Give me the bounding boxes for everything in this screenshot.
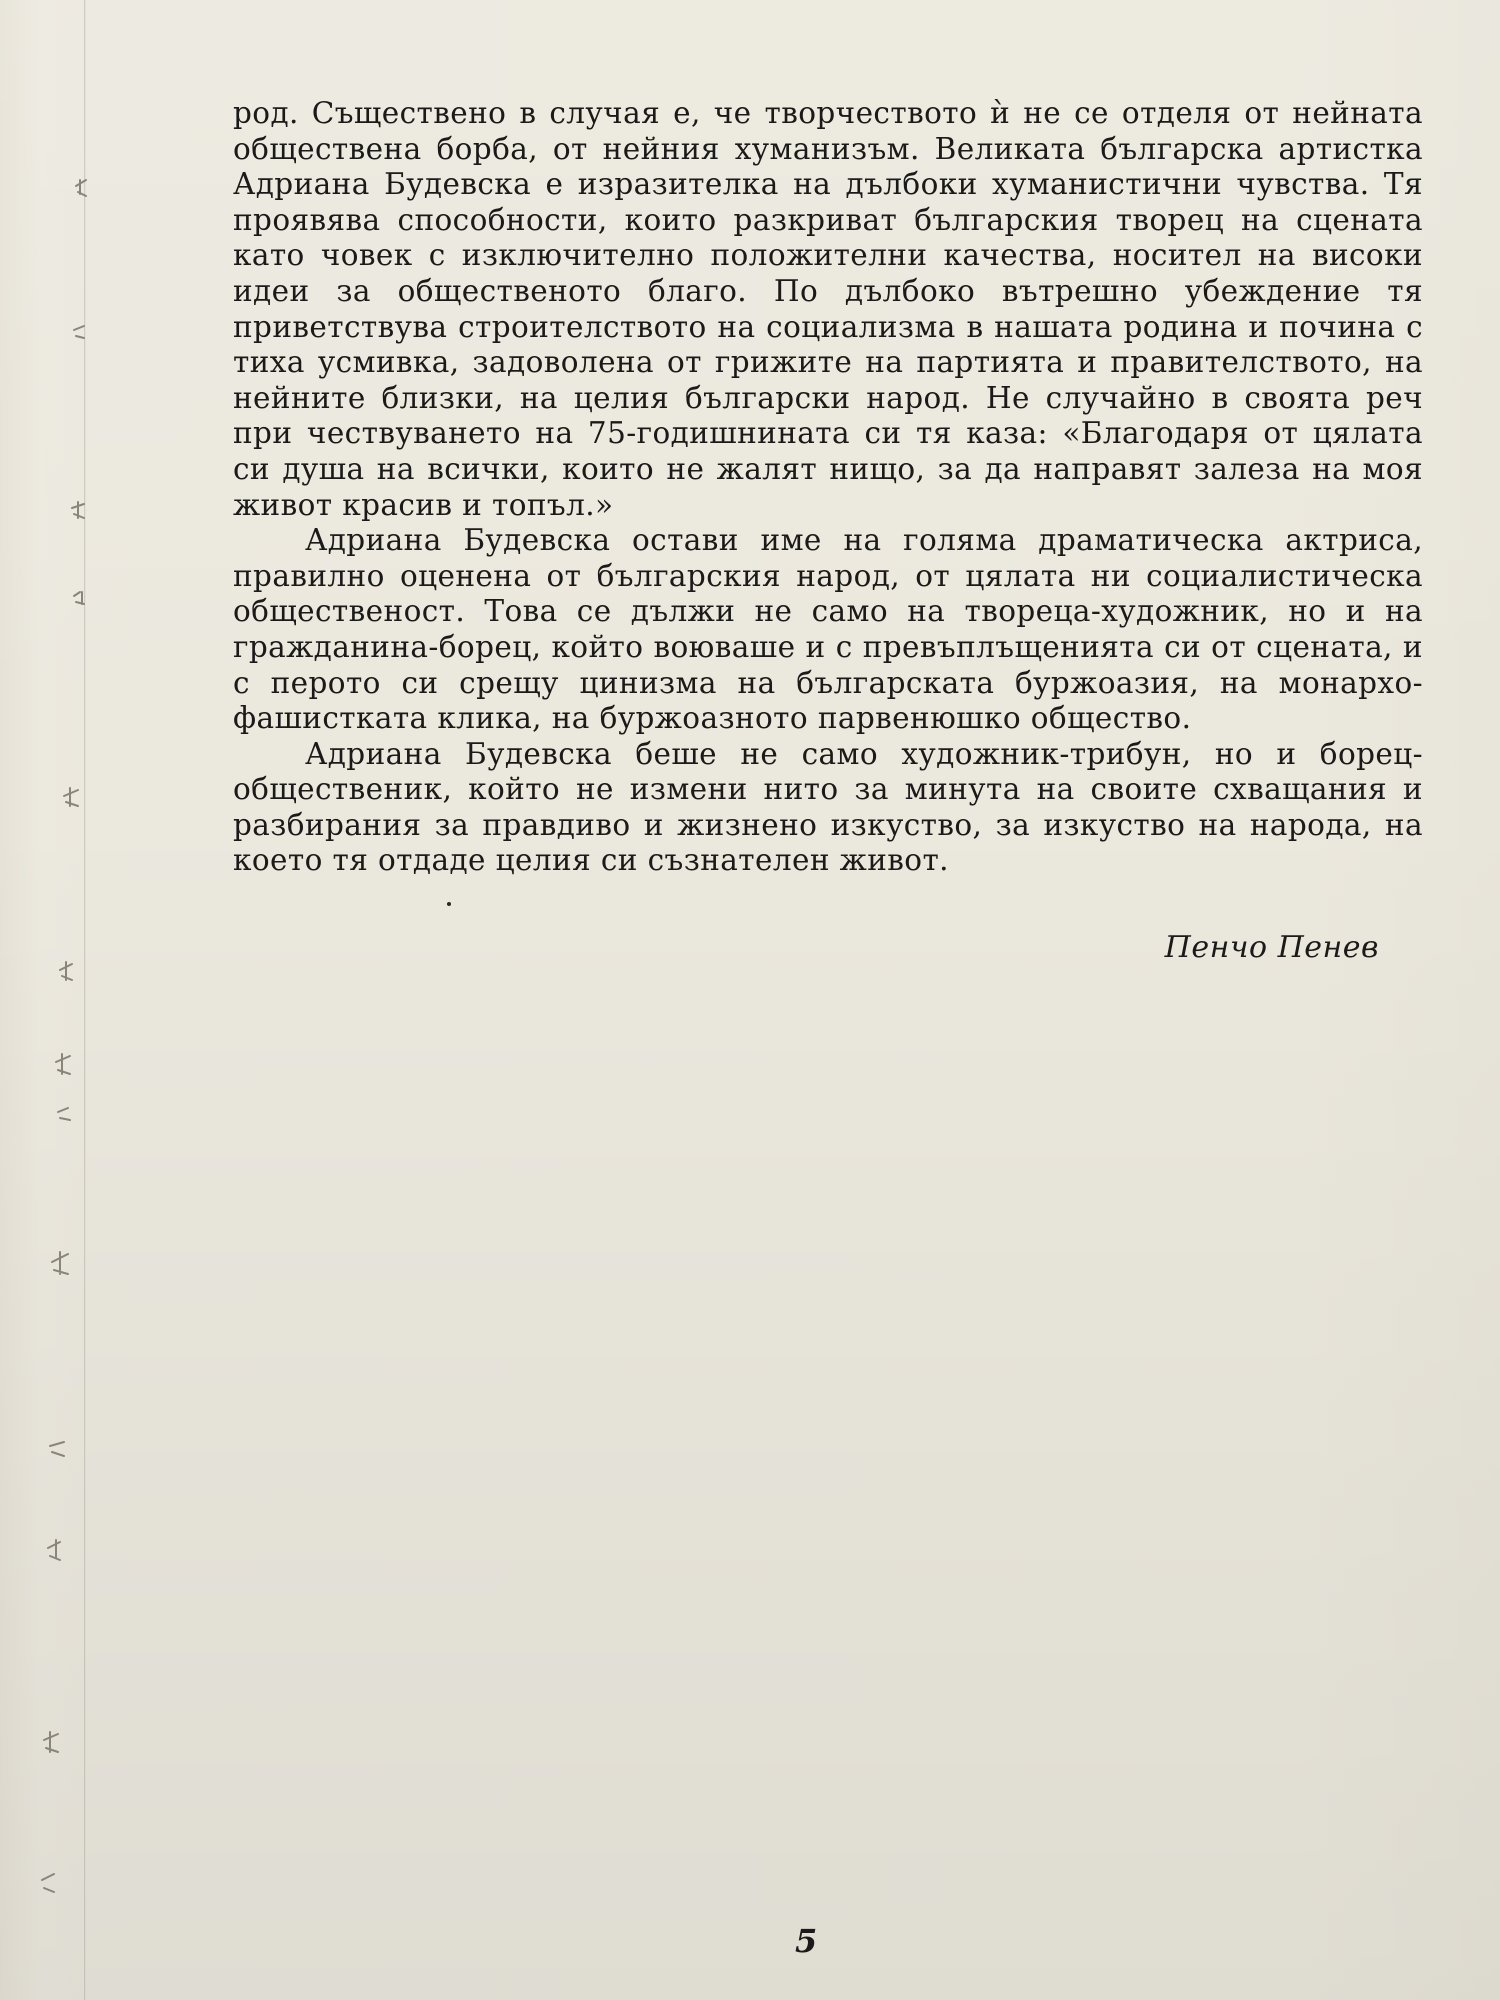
stitch-mark [50,1442,64,1456]
paragraph-3: Адриана Будевска беше не само художник-трибун, но и борец-общественик, който не измени нито за минута на своите схващания и разбирания за правдиво и жизнено изкуство, за изкуство на народа, на което тя отдаде целия си съзнателен живот. [233,736,1423,878]
stitch-mark [42,1874,54,1892]
stitch-mark [58,1108,70,1120]
page-number: 5 [795,1922,818,1960]
stitch-mark [72,502,84,518]
stitch-mark [44,1732,58,1752]
stitch-mark [60,962,72,980]
body-text [233,96,1423,879]
stitch-mark [48,1540,60,1560]
author-signature: Пенчо Пенев [1164,930,1379,965]
stitch-mark [76,180,86,196]
stitch-mark [74,592,84,604]
paragraph-1: род. Съществено в случая е, че творчеството ѝ не се отделя от нейната обществена борба, от нейния хуманизъм. Великата българска артистка Адриана Будевска е изразителка на дълбоки хуманистични чувства. Тя проявява способности, които разкриват българския творец на сцената като човек с изключително положителни качества, носител на високи идеи за общественото благо. По дълбоко вътрешно убеждение тя приветствува строителството на социализма в нашата родина и почина с тиха усмивка, задоволена от грижите на партията и правителството, на нейните близки, на целия български народ. Не случайно в своята реч при чествуването на 75-годишнината си тя каза: «Благодаря от цялата си душа на всички, които не жалят нищо, за да направят залеза на моя живот красив и топъл.» [233,96,1423,522]
ink-speck [447,902,451,906]
paragraph-2: Адриана Будевска остави име на голяма драматическа актриса, правилно оценена от българския народ, от цялата ни социалистическа общественост. Това се дължи не само на твореца-художник, но и на гражданина-борец, който воюваше и с превъплъщенията си от сцената, и с перото си срещу цинизма на българската буржоазия, на монархо-фашистката клика, на буржоазното парвенюшко общество. [233,523,1423,736]
stitch-mark [56,1054,70,1074]
stitch-mark [64,788,78,806]
stitch-mark [74,326,84,338]
stitch-mark [52,1252,68,1274]
binding-stitches [0,0,120,2000]
